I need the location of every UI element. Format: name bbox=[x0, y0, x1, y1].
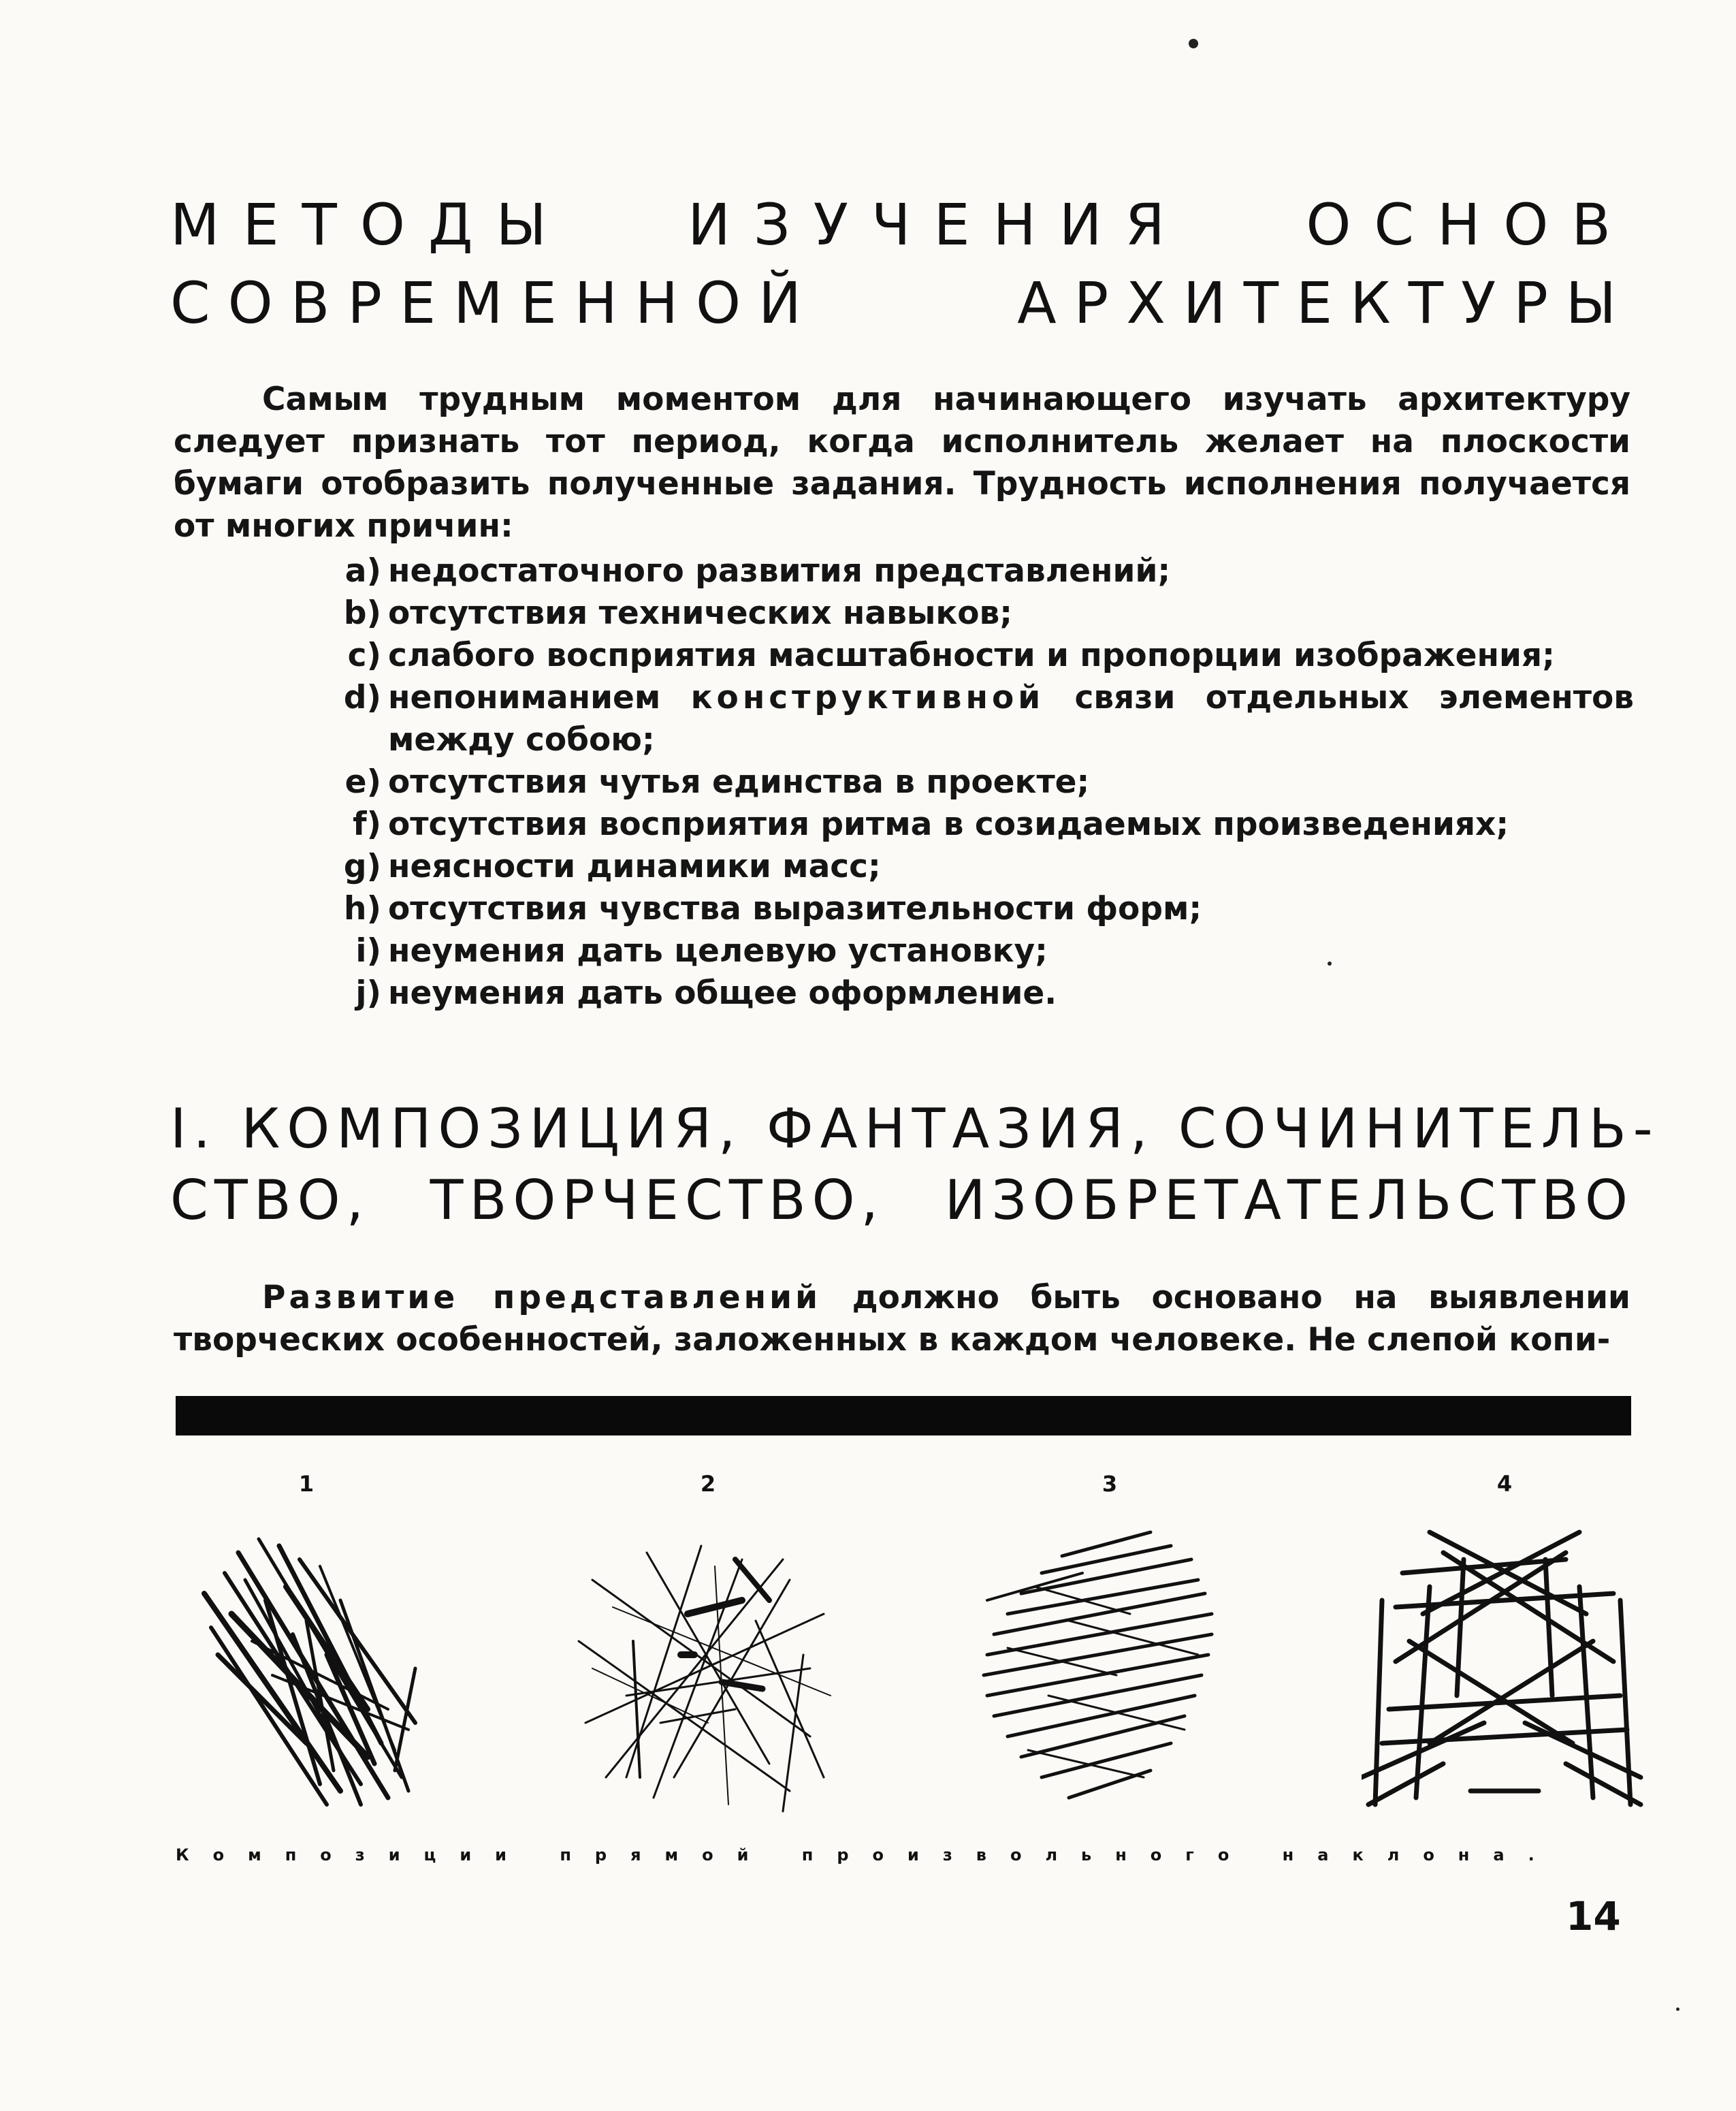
intro-paragraph bbox=[174, 379, 1630, 547]
list-marker: g) bbox=[343, 848, 381, 885]
development-paragraph bbox=[174, 1277, 1630, 1361]
black-rule bbox=[176, 1396, 1631, 1435]
figure-3 bbox=[967, 1471, 1253, 1825]
list-marker: a) bbox=[344, 552, 381, 590]
list-item-text-post: связи отдельных элементов между собою; bbox=[388, 679, 1635, 759]
list-item-text: отсутствия чувства выразительности форм; bbox=[388, 890, 1202, 927]
figure-2-drawing bbox=[565, 1519, 851, 1818]
list-item-text: неясности динамики масс; bbox=[388, 848, 881, 885]
list-marker: f) bbox=[353, 806, 381, 843]
list-item-text: слабого восприятия масштабности и пропорции изображения; bbox=[388, 637, 1555, 674]
figure-number: 3 bbox=[1102, 1471, 1118, 1497]
list-item bbox=[327, 761, 1634, 804]
list-item bbox=[327, 846, 1634, 888]
list-item-text-pre: непониманием bbox=[388, 679, 691, 716]
list-marker: d) bbox=[343, 679, 381, 716]
list-marker: b) bbox=[343, 594, 381, 632]
figure-caption: Композиции прямой произвольного наклона. bbox=[176, 1845, 1558, 1864]
list-item-text: отсутствия чутья единства в проекте; bbox=[388, 763, 1090, 801]
list-item-text-spaced: конструктивной bbox=[690, 679, 1045, 716]
page-number: 14 bbox=[1566, 1893, 1621, 1939]
figure-3-drawing bbox=[967, 1519, 1253, 1818]
figure-4 bbox=[1362, 1471, 1647, 1825]
figure-1-drawing bbox=[163, 1519, 449, 1818]
list-item-text: неумения дать целевую установку; bbox=[388, 932, 1048, 970]
figure-1 bbox=[163, 1471, 449, 1825]
ink-speck bbox=[1676, 2007, 1679, 2011]
page-title-line-2: СОВРЕМЕННОЙ АРХИТЕКТУРЫ bbox=[170, 270, 1634, 336]
list-item bbox=[327, 930, 1634, 972]
figure-number: 1 bbox=[298, 1471, 315, 1497]
list-marker: i) bbox=[355, 932, 381, 970]
intro-text: Самым трудным моментом для начинающего изучать архитектуру следует признать тот период, когда исполнитель желает на плоскости бумаги отобразить полученные задания. Трудность исполнения получается от многих причин: bbox=[174, 381, 1630, 545]
list-item-text: неумения дать общее оформление. bbox=[388, 974, 1057, 1012]
ink-speck bbox=[1328, 962, 1332, 966]
list-item bbox=[327, 592, 1634, 635]
figure-2 bbox=[565, 1471, 851, 1825]
reasons-list bbox=[327, 550, 1634, 1015]
section-heading-line-1: I. КОМПОЗИЦИЯ, ФАНТАЗИЯ, СОЧИНИТЕЛЬ- bbox=[170, 1097, 1660, 1160]
list-item bbox=[327, 550, 1634, 592]
section-heading-line-2: СТВО, ТВОРЧЕСТВО, ИЗОБРЕТАТЕЛЬСТВО bbox=[170, 1169, 1634, 1232]
page-title-line-1: МЕТОДЫ ИЗУЧЕНИЯ ОСНОВ bbox=[170, 191, 1634, 258]
figure-number: 2 bbox=[700, 1471, 716, 1497]
list-item-text: недостаточного развития представлений; bbox=[388, 552, 1171, 590]
ink-speck bbox=[1189, 39, 1198, 48]
list-marker: h) bbox=[344, 890, 381, 927]
list-item bbox=[327, 635, 1634, 677]
list-item bbox=[327, 972, 1634, 1015]
list-item bbox=[327, 677, 1634, 761]
list-item-text: отсутствия технических навыков; bbox=[388, 594, 1013, 632]
list-item-text: отсутствия восприятия ритма в созидаемых произведениях; bbox=[388, 806, 1509, 843]
list-marker: c) bbox=[347, 637, 381, 674]
list-marker: e) bbox=[344, 763, 381, 801]
list-item bbox=[327, 804, 1634, 846]
figure-4-drawing bbox=[1362, 1519, 1647, 1818]
figure-number: 4 bbox=[1496, 1471, 1513, 1497]
list-marker: j) bbox=[355, 974, 381, 1012]
list-item bbox=[327, 888, 1634, 930]
development-text: должно быть основано на выявлении творческих особенностей, заложенных в каждом человеке. Не слепой копи- bbox=[174, 1279, 1630, 1359]
development-lead: Развитие представлений bbox=[262, 1279, 822, 1316]
